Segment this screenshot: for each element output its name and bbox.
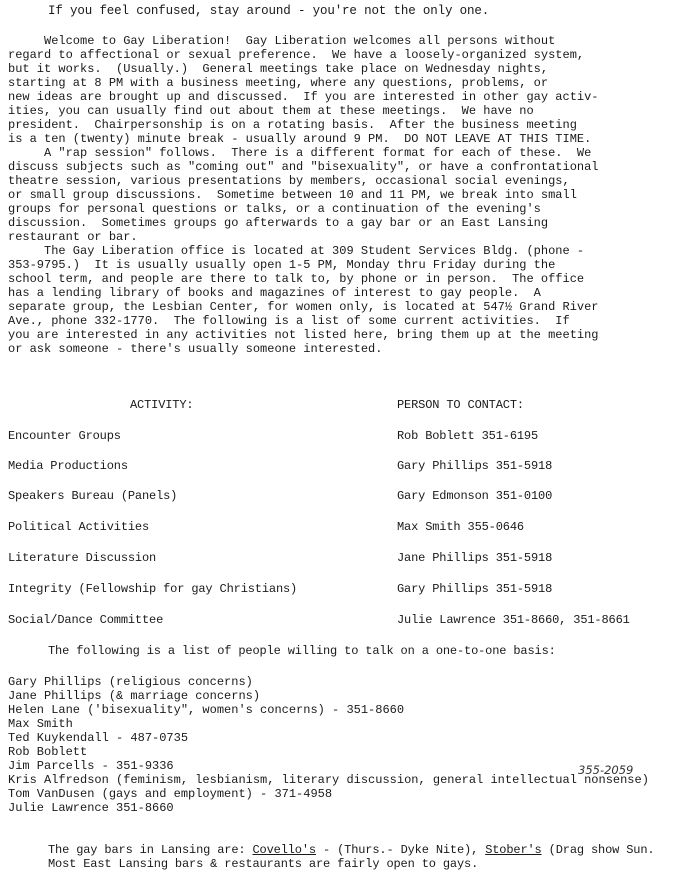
paragraph-line: or ask someone - there's usually someone interested. [8, 342, 383, 356]
contact-header: PERSON TO CONTACT: [397, 398, 524, 412]
paragraph-line: A "rap session" follows. There is a different format for each of these. We [8, 146, 592, 160]
activity-cell: Speakers Bureau (Panels) [8, 489, 178, 503]
list-item: Ted Kuykendall - 487-0735 [8, 731, 189, 745]
paragraph-line: president. Chairpersonship is on a rotating basis. After the business meeting [8, 118, 577, 132]
paragraph-line: Welcome to Gay Liberation! Gay Liberation welcomes all persons without [8, 34, 556, 48]
bars-line-1 [48, 843, 654, 857]
handwritten-phone-note: 355-2059 [578, 763, 634, 777]
list-item: Tom VanDusen (gays and employment) - 371-4958 [8, 787, 333, 801]
paragraph-line: groups for personal questions or talks, or a continuation of the evening's [8, 202, 541, 216]
paragraph-line: Ave., phone 332-1770. The following is a list of some current activities. If [8, 314, 570, 328]
paragraph-line: but it works. (Usually.) General meetings take place on Wednesday nights, [8, 62, 549, 76]
list-item: Jim Parcells - 351-9336 [8, 759, 174, 773]
paragraph-line: is a ten (twenty) minute break - usually around 9 PM. DO NOT LEAVE AT THIS TIME. [8, 132, 592, 146]
paragraph-line: starting at 8 PM with a business meeting, where any questions, problems, or [8, 76, 549, 90]
activity-header: ACTIVITY: [130, 398, 194, 412]
paragraph-line: discussion. Sometimes groups go afterwards to a gay bar or an East Lansing [8, 216, 549, 230]
list-item: Julie Lawrence 351-8660 [8, 801, 174, 815]
contact-cell: Gary Phillips 351-5918 [397, 459, 553, 473]
bar-covellos: Covello's [252, 843, 316, 857]
paragraph-line: you are interested in any activities not listed here, bring them up at the meeting [8, 328, 599, 342]
paragraph-line: has a lending library of books and magazines of interest to gay people. A [8, 286, 541, 300]
list-item: Max Smith [8, 717, 73, 731]
activity-cell: Encounter Groups [8, 429, 121, 443]
bars-line-2: Most East Lansing bars & restaurants are fairly open to gays. [48, 857, 479, 871]
welcome-paragraphs [8, 34, 599, 356]
contact-cell: Jane Phillips 351-5918 [397, 551, 553, 565]
paragraph-line: The Gay Liberation office is located at 309 Student Services Bldg. (phone - [8, 244, 585, 258]
paragraph-line: separate group, the Lesbian Center, for women only, is located at 547½ Grand River [8, 300, 599, 314]
bar-covellos-note: - (Thurs.- Dyke Nite), [315, 843, 486, 857]
paragraph-line: restaurant or bar. [8, 230, 138, 244]
list-item: Kris Alfredson (feminism, lesbianism, literary discussion, general intellectual nonsense) [8, 773, 649, 787]
paragraph-line: school term, and people are there to talk to, by phone or in person. The office [8, 272, 585, 286]
activity-cell: Media Productions [8, 459, 128, 473]
paragraph-line: regard to affectional or sexual preference. We have a loosely-organized system, [8, 48, 585, 62]
contact-cell: Julie Lawrence 351-8660, 351-8661 [397, 613, 630, 627]
list-item: Gary Phillips (religious concerns) [8, 675, 253, 689]
people-list [8, 675, 649, 815]
activity-cell: Social/Dance Committee [8, 613, 164, 627]
activity-cell: Integrity (Fellowship for gay Christians) [8, 582, 298, 596]
activity-cell: Literature Discussion [8, 551, 157, 565]
contact-cell: Gary Phillips 351-5918 [397, 582, 553, 596]
contact-cell: Gary Edmonson 351-0100 [397, 489, 553, 503]
one-to-one-intro: The following is a list of people willing to talk on a one-to-one basis: [48, 644, 556, 658]
bar-stobers-note: (Drag show Sun. [541, 843, 655, 857]
bar-stobers: Stober's [485, 843, 542, 857]
list-item: Rob Boblett [8, 745, 88, 759]
contact-cell: Rob Boblett 351-6195 [397, 429, 539, 443]
contact-cell: Max Smith 355-0646 [397, 520, 524, 534]
paragraph-line: ities, you can usually find out about them at these meetings. We have no [8, 104, 534, 118]
paragraph-line: or small group discussions. Sometime between 10 and 11 PM, we break into small [8, 188, 577, 202]
paragraph-line: theatre session, various presentations by members, occasional social evenings, [8, 174, 570, 188]
paragraph-line: 353-9795.) It is usually usually open 1-5 PM, Monday thru Friday during the [8, 258, 556, 272]
activity-cell: Political Activities [8, 520, 150, 534]
intro-line: If you feel confused, stay around - you're not the only one. [48, 4, 490, 18]
paragraph-line: new ideas are brought up and discussed. If you are interested in other gay activ- [8, 90, 599, 104]
bars-prefix: The gay bars in Lansing are: [48, 843, 253, 857]
list-item: Helen Lane ('bisexuality", women's concerns) - 351-8660 [8, 703, 405, 717]
paragraph-line: discuss subjects such as "coming out" and "bisexuality", or have a confrontational [8, 160, 599, 174]
list-item: Jane Phillips (& marriage concerns) [8, 689, 261, 703]
